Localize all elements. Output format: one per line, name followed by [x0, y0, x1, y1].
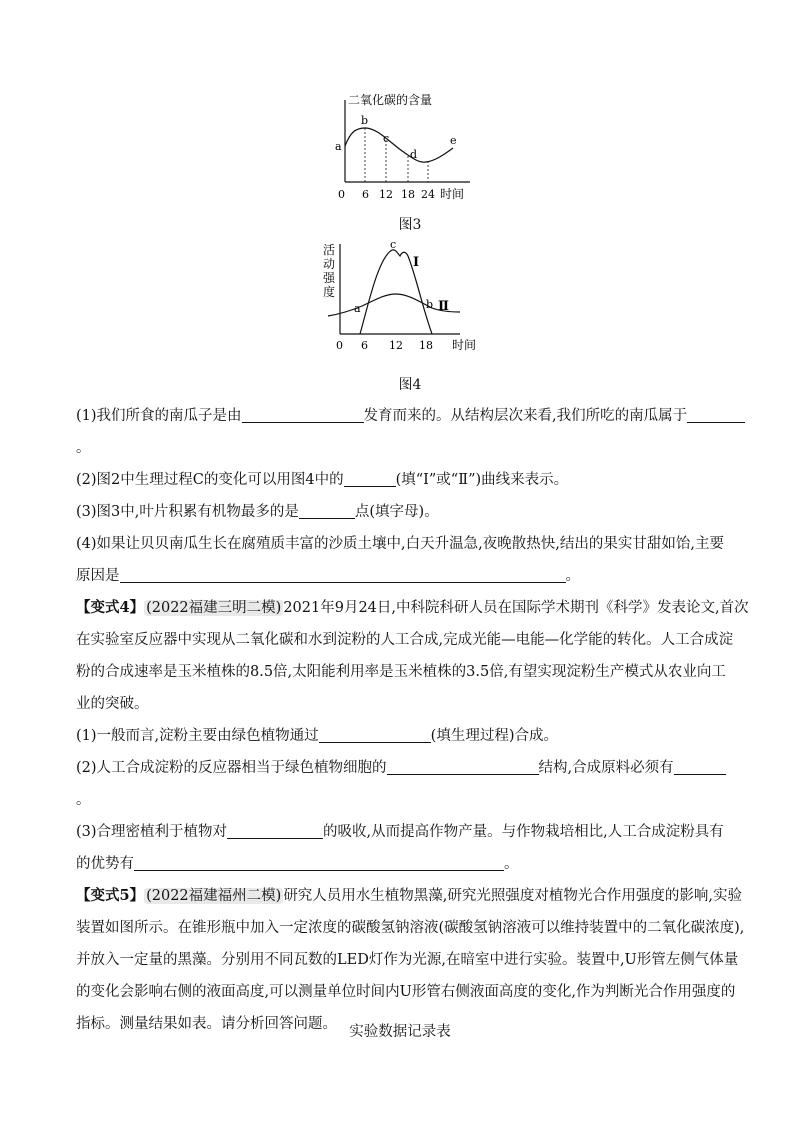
figure-4-caption: 图4 [398, 377, 422, 393]
v4-line-3: 粉的合成速率是玉米植株的8.5倍,太阳能利用率是玉米植株的3.5倍,有望实现淀粉生产模式从农业向工 [76, 664, 726, 680]
x-tick: 0 [338, 188, 345, 201]
curve-I-label: Ⅰ [413, 255, 420, 270]
v4-q3-blank-1[interactable] [227, 820, 323, 839]
point-c: c [390, 238, 397, 251]
v5-label: 【变式5】 [76, 887, 145, 904]
v4-line-1: 【变式4】 (2022福建三明二模) 2021年9月24日,中科院科研人员在国际学术期刊《科学》发表论文,首次 [76, 599, 749, 616]
q4-blank[interactable] [120, 564, 566, 583]
q1-line: (1)我们所食的南瓜子是由 发育而来的。从结构层次来看,我们所吃的南瓜属于 [76, 400, 766, 432]
q1-line-end: 。 [76, 440, 91, 456]
figure-3-caption: 图3 [398, 217, 422, 233]
v5-source-tag: (2022福建福州二模) [146, 888, 282, 904]
v4-q2-blank-2[interactable] [674, 756, 726, 775]
v4-source-tag: (2022福建三明二模) [146, 600, 282, 616]
question-block [76, 400, 766, 1040]
x-axis-label: 时间 [440, 187, 465, 201]
point-e: e [450, 134, 457, 147]
point-a: a [354, 302, 361, 315]
q2-line: (2)图2中生理过程C的变化可以用图4中的 (填“Ⅰ”或“Ⅱ”)曲线来表示。 [76, 464, 766, 496]
point-a: a [335, 140, 342, 153]
y-axis-label-char: 动 [323, 257, 336, 271]
x-tick: 6 [362, 188, 369, 201]
v4-label: 【变式4】 [76, 599, 145, 616]
q3-line: (3)图3中,叶片积累有机物最多的是 点(填字母)。 [76, 496, 766, 528]
x-tick: 12 [379, 188, 393, 201]
x-tick: 0 [336, 339, 343, 352]
y-axis-label-char: 度 [323, 285, 336, 299]
x-tick: 18 [419, 339, 433, 352]
y-axis-label-char: 活 [323, 243, 336, 257]
v5-line-4: 的变化会影响右侧的液面高度,可以测量单位时间内U形管右侧液面高度的变化,作为判断光合作用强度的 [76, 984, 736, 1000]
figure-4-activity-curves [320, 236, 490, 356]
q4-line: (4)如果让贝贝南瓜生长在腐殖质丰富的沙质土壤中,白天升温急,夜晚散热快,结出的果实甘甜如饴,主要 [76, 536, 724, 552]
v5-line-2: 装置如图所示。在锥形瓶中加入一定浓度的碳酸氢钠溶液(碳酸氢钠溶液可以维持装置中的二氧化碳浓度), [76, 920, 745, 936]
curve-II-label: Ⅱ [438, 299, 449, 314]
v5-line-3: 并放入一定量的黑藻。分别用不同瓦数的LED灯作为光源,在暗室中进行实验。装置中,U形管左侧气体量 [76, 952, 739, 968]
y-axis-label-char: 强 [323, 271, 336, 285]
q4-line-2: 原因是 。 [76, 560, 766, 592]
x-axis-label: 时间 [452, 338, 477, 352]
v4-q3-line: (3)合理密植利于植物对 的吸收,从而提高作物产量。与作物栽培相比,人工合成淀粉具有 [76, 816, 766, 848]
q1-blank-2[interactable] [687, 404, 745, 423]
x-tick: 6 [361, 339, 368, 352]
v5-line-5: 指标。测量结果如表。请分析回答问题。 [76, 1016, 337, 1032]
x-tick: 12 [389, 339, 403, 352]
point-d: d [410, 148, 418, 161]
v4-q2-blank-1[interactable] [387, 756, 539, 775]
x-tick: 24 [421, 188, 435, 201]
v4-q1-blank[interactable] [319, 724, 431, 743]
point-c: c [383, 132, 390, 145]
v4-q1-line: (1)一般而言,淀粉主要由绿色植物通过 (填生理过程)合成。 [76, 720, 766, 752]
co2-curve [345, 128, 453, 162]
v4-q3-blank-2[interactable] [134, 852, 504, 871]
v4-line-2: 在实验室反应器中实现从二氧化碳和水到淀粉的人工合成,完成光能—电能—化学能的转化。人工合成淀 [76, 632, 734, 648]
point-b: b [426, 298, 434, 311]
q3-blank[interactable] [299, 500, 355, 519]
table-title: 实验数据记录表 [349, 1024, 451, 1040]
v5-line-1: 【变式5】 (2022福建福州二模) 研究人员用水生植物黑藻,研究光照强度对植物光合作用强度的影响,实验 [76, 887, 743, 904]
curve-I [360, 250, 432, 334]
x-tick: 18 [401, 188, 415, 201]
point-b: b [361, 114, 369, 127]
v4-q3-line-2: 的优势有 。 [76, 848, 766, 880]
y-axis-label: 二氧化碳的含量 [348, 93, 433, 107]
v4-q2-line: (2)人工合成淀粉的反应器相当于绿色植物细胞的 结构,合成原料必须有 [76, 752, 766, 784]
q2-blank[interactable] [344, 468, 396, 487]
figure-3-co2-curve [320, 88, 500, 204]
v4-q2-line-end: 。 [76, 792, 91, 808]
q1-blank-1[interactable] [242, 404, 364, 423]
v4-line-4: 业的突破。 [76, 696, 149, 712]
